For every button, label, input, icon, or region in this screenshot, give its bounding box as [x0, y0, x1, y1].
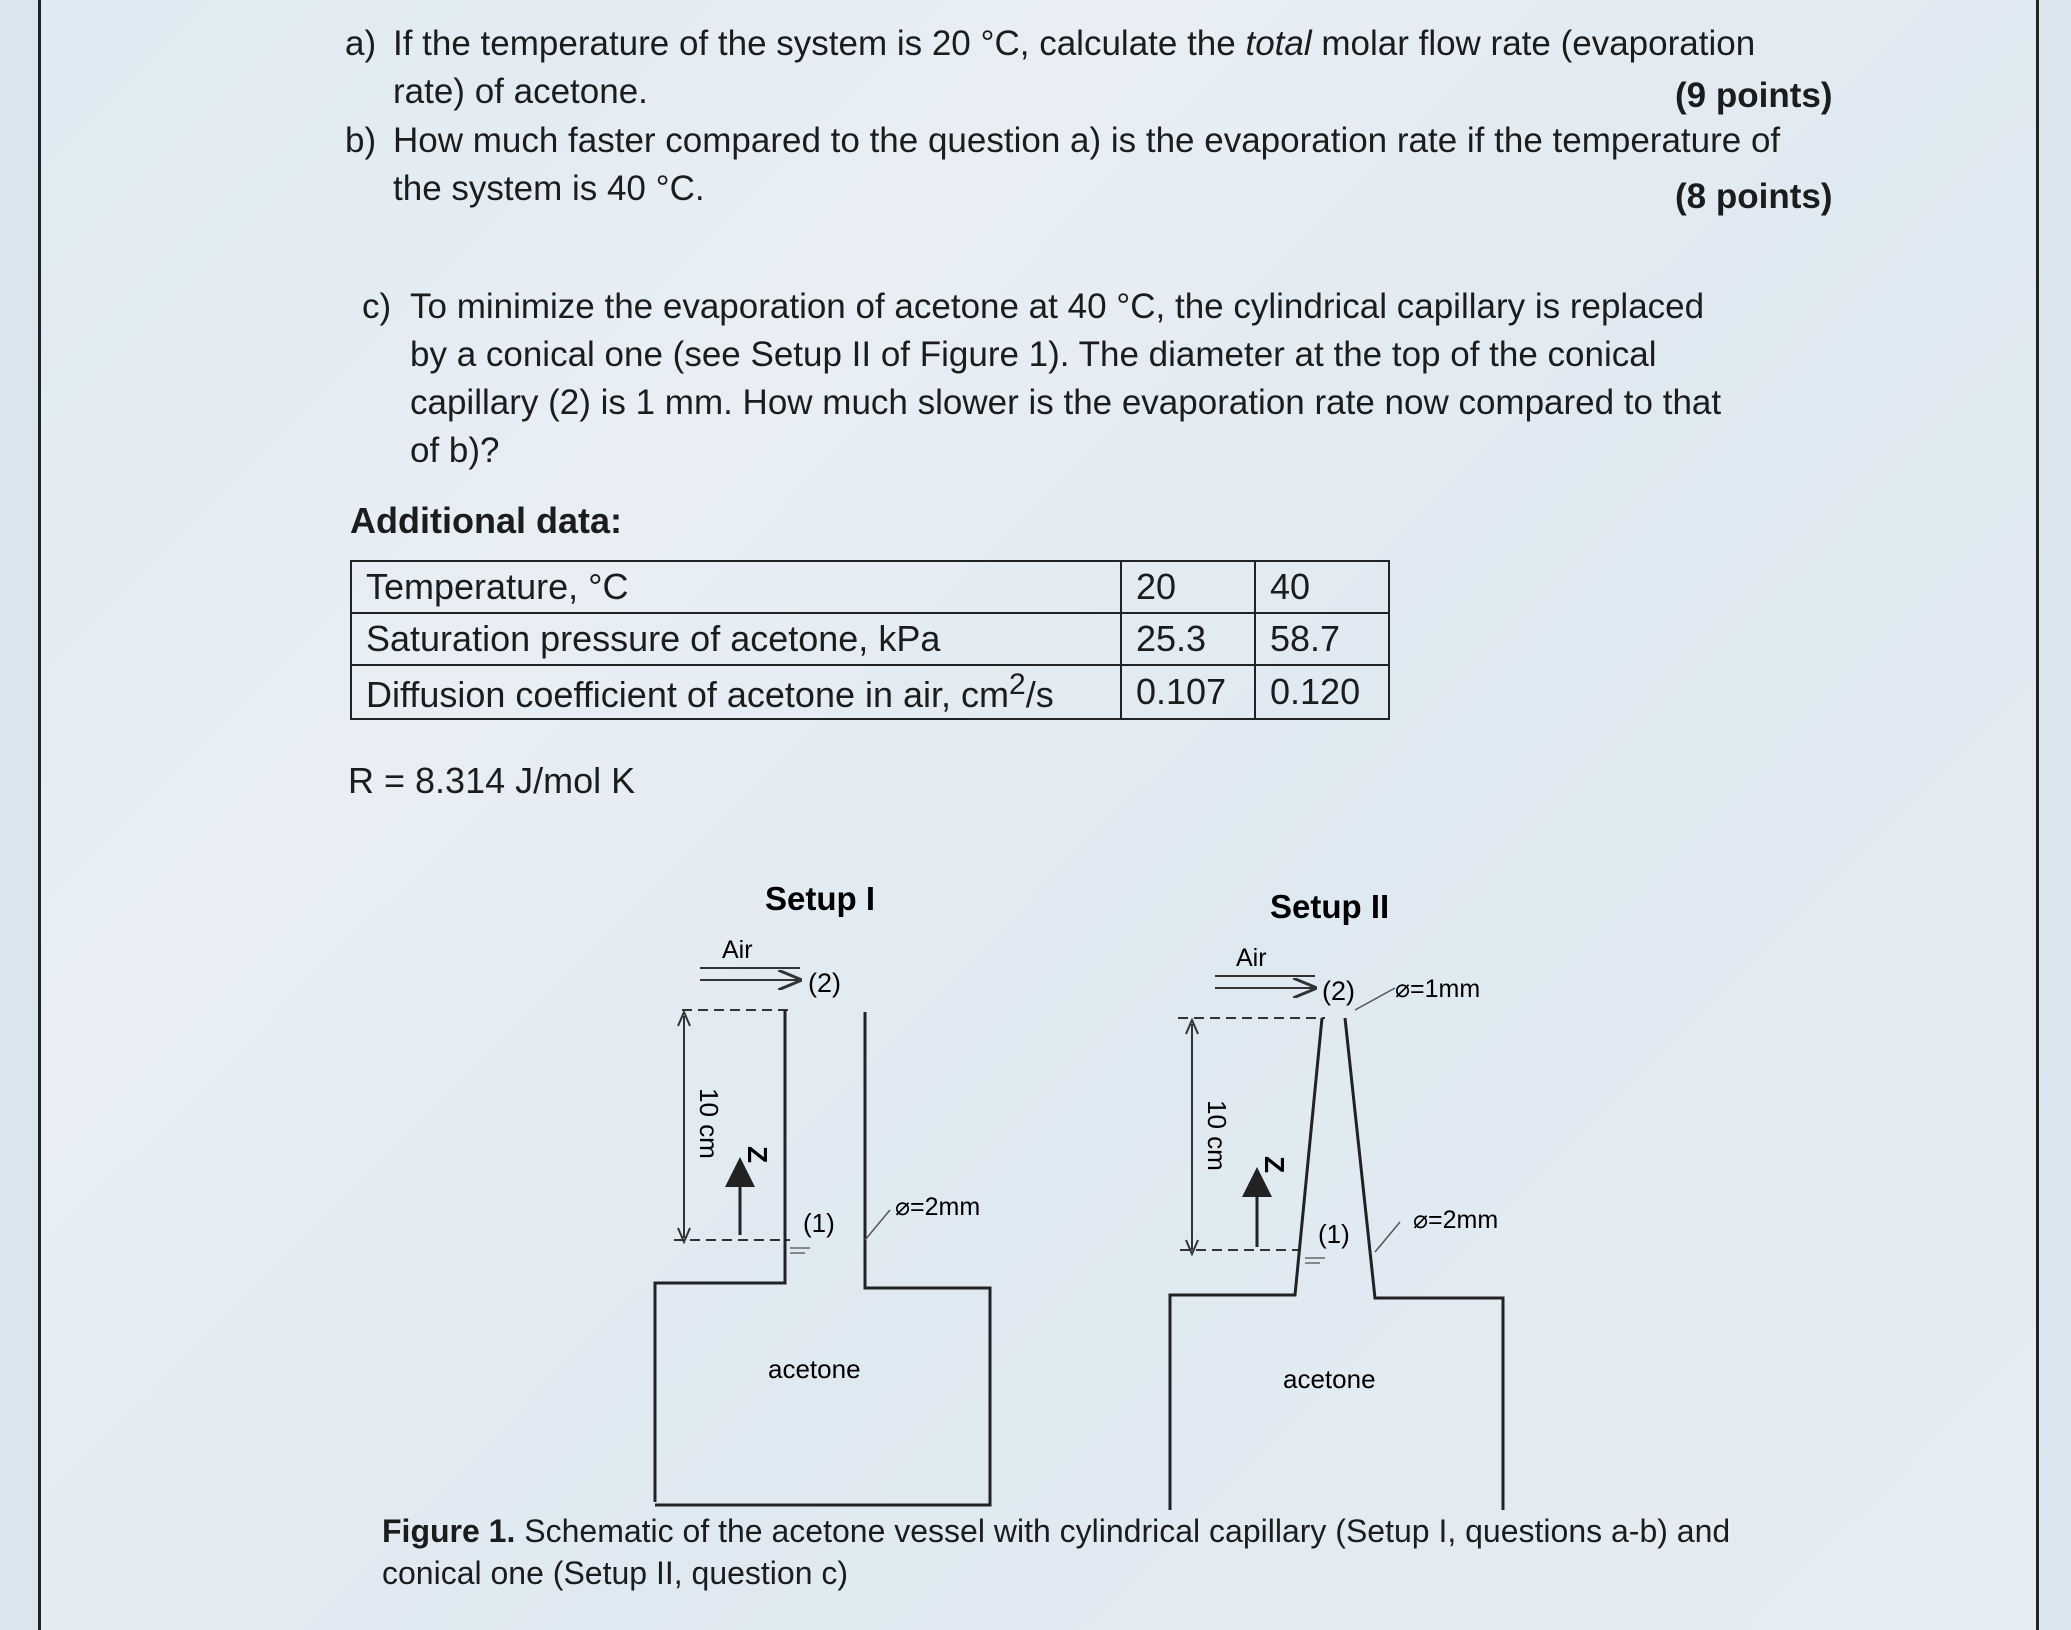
- setup-2-z-label: Z: [1259, 1156, 1290, 1174]
- figure-caption: [382, 1510, 1782, 1594]
- saturation-pressure-40: 58.7: [1255, 613, 1389, 665]
- table-row: [351, 613, 1389, 665]
- vessel-right-wall: [655, 1012, 990, 1505]
- setup-1-air-label: Air: [722, 936, 753, 964]
- setup-1-z-label: Z: [742, 1146, 773, 1164]
- question-c-text: To minimize the evaporation of acetone at 40 °C, the cylindrical capillary is replaced by a conical one (see Setup II of Figure 1). The diameter at the top of the conical capillary (2) is 1 mm. How much slower is the evaporation rate now compared to that of b)?: [410, 287, 1722, 470]
- setup-1-liquid-label: acetone: [768, 1354, 861, 1384]
- setup-2: [1170, 888, 1503, 1510]
- table-row: [351, 561, 1389, 613]
- figure-caption-label: Figure 1.: [382, 1513, 516, 1549]
- setup-2-top-diameter: ⌀=1mm: [1395, 975, 1481, 1003]
- row-label-diffusion-coefficient: [351, 665, 1121, 719]
- diffusion-label-superscript: 2: [1009, 668, 1026, 701]
- saturation-pressure-20: 25.3: [1121, 613, 1255, 665]
- question-a-label: a): [345, 24, 377, 63]
- figure-caption-text: Schematic of the acetone vessel with cylindrical capillary (Setup I, questions a-b) and conical one (Setup II, question c): [382, 1513, 1731, 1591]
- setup-1-height-label: 10 cm: [694, 1088, 724, 1159]
- diffusion-label-tail: /s: [1025, 674, 1054, 715]
- figure-1-schematic: [0, 860, 2071, 1510]
- setup-1-title: Setup I: [765, 880, 876, 917]
- question-b: [345, 117, 1855, 216]
- setup-2-air-label: Air: [1236, 944, 1267, 972]
- diffusion-label-main: Diffusion coefficient of acetone in air, cm: [366, 674, 1010, 715]
- bottom-diameter-leader: [1375, 1222, 1400, 1252]
- question-b-points: (8 points): [1675, 177, 1833, 216]
- diameter-leader: [865, 1210, 890, 1240]
- diffusion-coefficient-40: 0.120: [1255, 665, 1389, 719]
- table-row: [351, 665, 1389, 719]
- data-table: [350, 560, 1390, 720]
- question-b-text: How much faster compared to the question a) is the evaporation rate if the temperature of the system is 40 °C.: [393, 121, 1781, 208]
- temperature-40: 40: [1255, 561, 1389, 613]
- top-diameter-leader: [1355, 988, 1395, 1010]
- row-label-temperature: Temperature, °C: [351, 561, 1121, 613]
- question-a-text-start: If the temperature of the system is 20 °C, calculate the: [393, 24, 1246, 63]
- question-b-label: b): [345, 121, 377, 160]
- setup-1: [655, 880, 990, 1510]
- vessel-left-wall: [655, 1010, 785, 1502]
- question-a-points: (9 points): [1675, 76, 1833, 115]
- question-a-text-end: molar flow rate (evaporation rate) of acetone.: [393, 24, 1756, 111]
- temperature-20: 20: [1121, 561, 1255, 613]
- question-c: [362, 283, 1752, 475]
- question-c-label: c): [362, 287, 392, 326]
- setup-2-diameter: ⌀=2mm: [1413, 1206, 1499, 1234]
- setup-1-point-1: (1): [803, 1208, 835, 1238]
- conical-right-wall: [1170, 1018, 1503, 1510]
- row-label-saturation-pressure: Saturation pressure of acetone, kPa: [351, 613, 1121, 665]
- setup-1-diameter: ⌀=2mm: [895, 1193, 981, 1221]
- additional-data-title: Additional data:: [350, 500, 622, 541]
- question-a: [345, 20, 1855, 116]
- setup-2-height-label: 10 cm: [1202, 1100, 1232, 1171]
- setup-2-title: Setup II: [1270, 888, 1390, 925]
- setup-2-point-1: (1): [1318, 1219, 1350, 1249]
- setup-2-point-2: (2): [1322, 976, 1355, 1006]
- gas-constant: R = 8.314 J/mol K: [348, 760, 636, 801]
- question-a-emphasis: total: [1245, 24, 1312, 63]
- setup-1-point-2: (2): [808, 968, 841, 998]
- setup-2-liquid-label: acetone: [1283, 1364, 1376, 1394]
- diffusion-coefficient-20: 0.107: [1121, 665, 1255, 719]
